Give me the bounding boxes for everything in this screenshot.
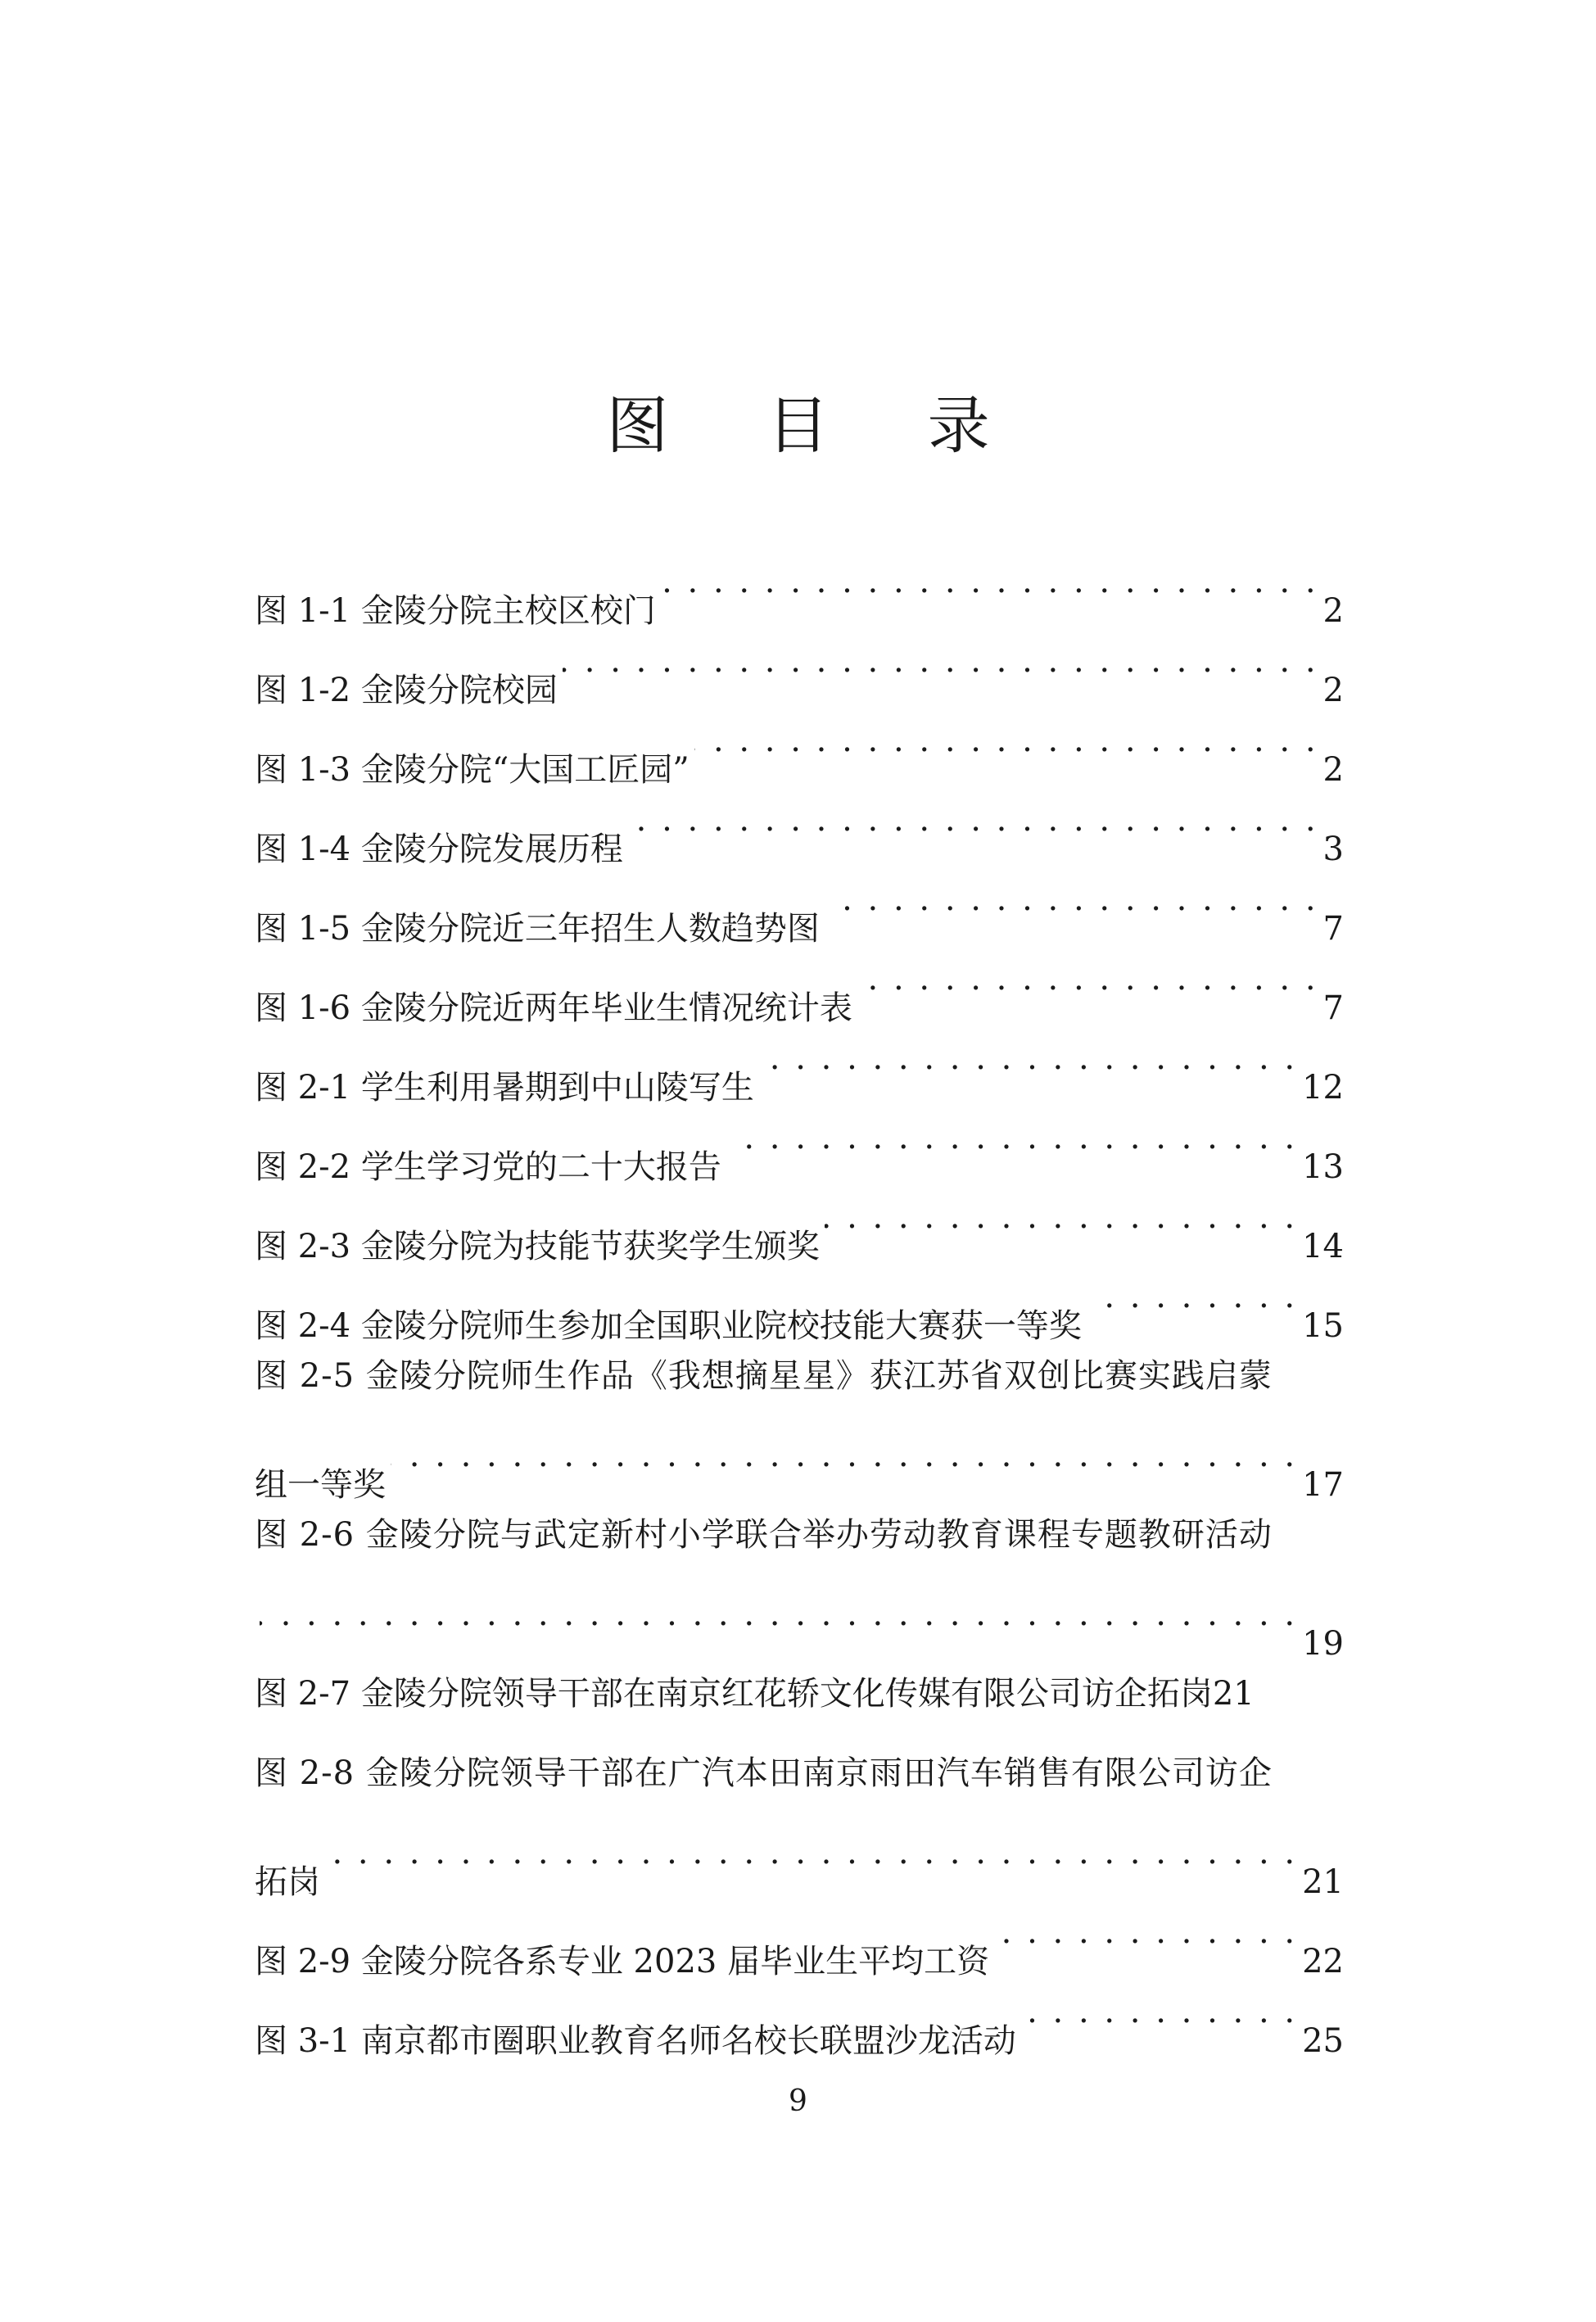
toc-entry-page: 3 [1322, 831, 1344, 868]
leader-dots [994, 1893, 1297, 1972]
leader-dots [1087, 1257, 1297, 1337]
toc-entry-label-continued: 组一等奖 [255, 1466, 386, 1504]
toc-entry-label: 图 2-1 学生利用暑期到中山陵写生 [255, 1069, 754, 1107]
toc-entry-line1[interactable] [255, 1337, 1344, 1416]
toc-entry-page: 7 [1322, 989, 1344, 1027]
toc-entry-page: 12 [1302, 1069, 1344, 1107]
toc-entry-page: 13 [1302, 1148, 1344, 1186]
toc-entry-page: 2 [1322, 592, 1344, 630]
leader-dots [759, 1019, 1297, 1098]
toc-entry-label: 图 3-1 南京都市圈职业教育名师名校长联盟沙龙活动 [255, 2022, 1016, 2060]
toc-entry-line2[interactable] [255, 1416, 1344, 1504]
toc-entry-label: 图 1-4 金陵分院发展历程 [255, 831, 623, 868]
toc-entry-page: 14 [1302, 1228, 1344, 1265]
toc-entry-label: 图 2-3 金陵分院为技能节获奖学生颁奖 [255, 1228, 820, 1265]
page-number: 9 [789, 2084, 807, 2118]
toc-entry-page: 2 [1322, 672, 1344, 709]
toc-entry-line1[interactable] [255, 1496, 1344, 1575]
toc-entry-line1[interactable] [255, 1734, 1344, 1813]
leader-dots [563, 622, 1318, 701]
toc-entry-label: 图 2-8 金陵分院领导干部在广汽本田南京雨田汽车销售有限公司访企 [255, 1754, 1273, 1792]
toc-entry[interactable] [255, 542, 1344, 630]
leader-dots [628, 781, 1318, 860]
toc-entry[interactable] [255, 1893, 1344, 1980]
toc-entry-page: 15 [1302, 1307, 1344, 1345]
leader-dots [825, 1178, 1297, 1257]
figure-list [255, 542, 1344, 2060]
leader-dots [857, 939, 1318, 1019]
toc-entry-page: 22 [1302, 1943, 1344, 1980]
toc-entry-page: 7 [1322, 910, 1344, 948]
leader-dots [694, 701, 1318, 781]
leader-dots [391, 1416, 1297, 1496]
leader-dots [260, 1575, 1297, 1654]
toc-entry-label: 图 1-5 金陵分院近三年招生人数趋势图 [255, 910, 820, 948]
leader-dots [726, 1098, 1297, 1178]
toc-entry-page: 17 [1302, 1466, 1344, 1504]
toc-entry-label: 图 1-3 金陵分院“大国工匠园” [255, 751, 689, 789]
toc-entry[interactable] [255, 1654, 1344, 1734]
toc-entry-label: 图 2-9 金陵分院各系专业 2023 届毕业生平均工资 [255, 1943, 990, 1980]
toc-entry-page: 2 [1322, 751, 1344, 789]
toc-entry-line2[interactable] [255, 1813, 1344, 1901]
leader-dots [825, 860, 1318, 939]
leader-dots [325, 1813, 1297, 1893]
toc-entry-page: 25 [1302, 2022, 1344, 2060]
toc-entry-label: 图 1-6 金陵分院近两年毕业生情况统计表 [255, 989, 852, 1027]
toc-entry-label: 图 2-5 金陵分院师生作品《我想摘星星》获江苏省双创比赛实践启蒙 [255, 1357, 1273, 1395]
page-title: 图 目 录 [606, 389, 1029, 462]
toc-entry-label: 图 2-7 金陵分院领导干部在南京红花轿文化传媒有限公司访企拓岗21 [255, 1675, 1255, 1713]
leader-dots [1021, 1972, 1297, 2052]
toc-entry-label: 图 2-2 学生学习党的二十大报告 [255, 1148, 721, 1186]
leader-dots [661, 542, 1318, 622]
toc-entry-page: 21 [1302, 1863, 1344, 1901]
toc-entry-label: 图 2-6 金陵分院与武定新村小学联合举办劳动教育课程专题教研活动 [255, 1516, 1273, 1554]
toc-entry-label: 图 2-4 金陵分院师生参加全国职业院校技能大赛获一等奖 [255, 1307, 1082, 1345]
toc-entry-page: 19 [1302, 1625, 1344, 1663]
toc-entry-label: 图 1-1 金陵分院主校区校门 [255, 592, 656, 630]
toc-entry-line2[interactable] [255, 1575, 1344, 1663]
toc-entry-label-continued: 拓岗 [255, 1863, 320, 1901]
toc-entry-label: 图 1-2 金陵分院校园 [255, 672, 558, 709]
